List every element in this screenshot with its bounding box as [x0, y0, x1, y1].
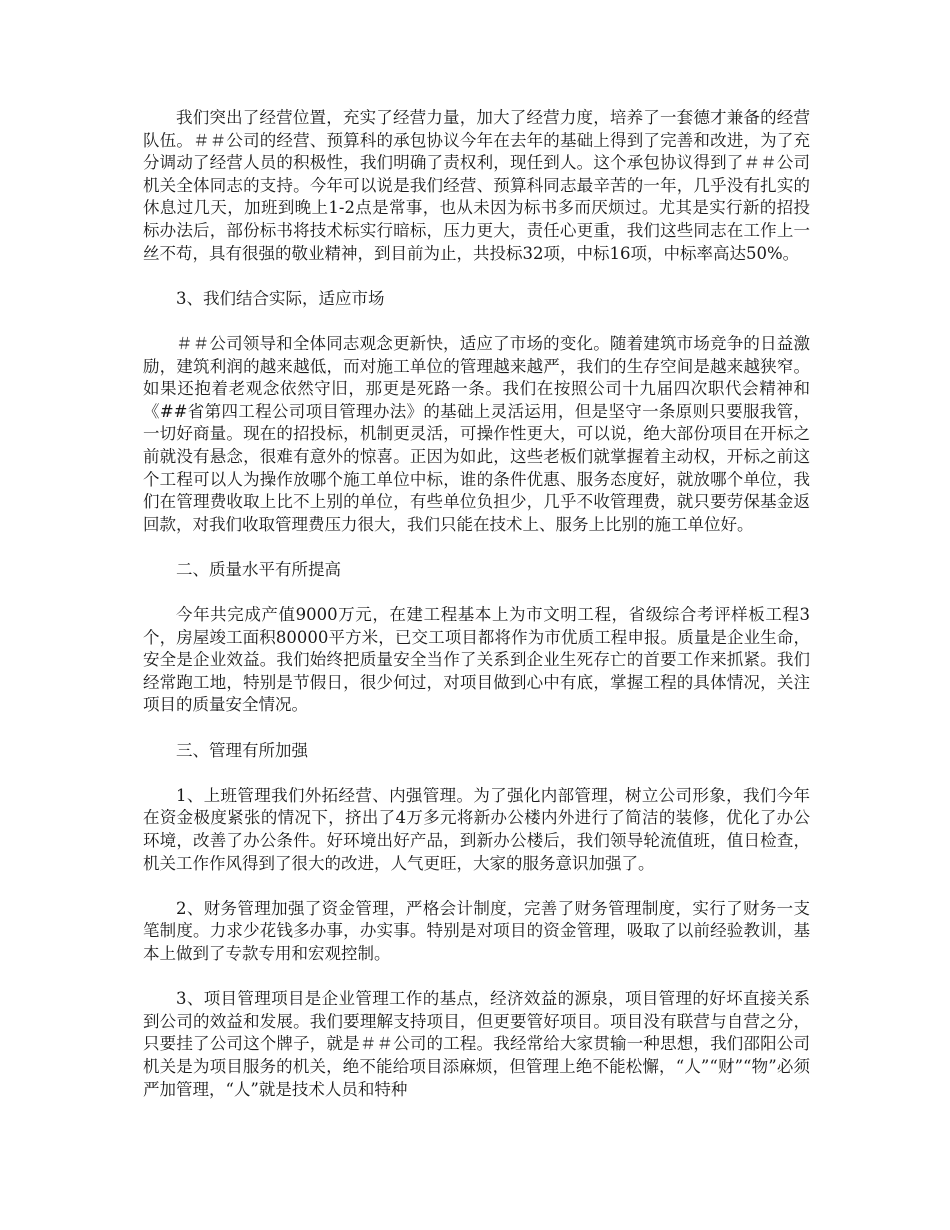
- section-heading-market: 3、我们结合实际，适应市场: [176, 288, 385, 308]
- paragraph-business-team: 我们突出了经营位置，充实了经营力量，加大了经营力度，培养了一套德才兼备的经营队伍。＃＃公司的经营、预算科的承包协议今年在去年的基础上得到了完善和改进，为了充分调动了经营人员的积极性，我们明确了责权利，现任到人。这个承包协议得到了＃＃公司机关全体同志的支持。今年可以说是我们经营、预算科同志最辛苦的一年，几乎没有扎实的休息过几天，加班到晚上1-2点是常事，也从未因为标书多而厌烦过。尤其是实行新的招投标办法后，部份标书将技术标实行暗标，压力更大，责任心更重，我们这些同志在工作上一丝不苟，具有很强的敬业精神，到目前为止，共投标32项，中标16项，中标率高达50%。: [143, 108, 810, 263]
- paragraph-finance-management: 2、财务管理加强了资金管理，严格会计制度，完善了财务管理制度，实行了财务一支笔制度。力求少花钱多办事，办实事。特别是对项目的资金管理，吸取了以前经验教训，基本上做到了专款专用和宏观控制。: [143, 898, 810, 963]
- paragraph-quality: 今年共完成产值9000万元，在建工程基本上为市文明工程，省级综合考评样板工程3个，房屋竣工面积80000平方米，已交工项目都将作为市优质工程申报。质量是企业生命，安全是企业效益。我们始终把质量安全当作了关系到企业生死存亡的首要工作来抓紧。我们经常跑工地，特别是节假日，很少何过，对项目做到心中有底，掌握工程的具体情况，关注项目的质量安全情况。: [143, 605, 810, 715]
- paragraph-office-management: 1、上班管理我们外拓经营、内强管理。为了强化内部管理，树立公司形象，我们今年在资金极度紧张的情况下，挤出了4万多元将新办公楼内外进行了简洁的装修，优化了办公环境，改善了办公条件。好环境出好产品，到新办公楼后，我们领导轮流值班，值日检查，机关工作作风得到了很大的改进，人气更旺，大家的服务意识加强了。: [143, 785, 810, 873]
- section-heading-quality: 二、质量水平有所提高: [176, 559, 341, 579]
- document-body: [143, 107, 810, 1124]
- paragraph-market-adaptation: ＃＃公司领导和全体同志观念更新快，适应了市场的变化。随着建筑市场竞争的日益激励，建筑利润的越来越低，而对施工单位的管理越来越严，我们的生存空间是越来越狭窄。如果还抱着老观念依然守旧，那更是死路一条。我们在按照公司十九届四次职代会精神和《##省第四工程公司项目管理办法》的基础上灵活运用，但是坚守一条原则只要服我管，一切好商量。现在的招投标，机制更灵活，可操作性更大，可以说，绝大部份项目在开标之前就没有悬念，很难有意外的惊喜。正因为如此，这些老板们就掌握着主动权，开标之前这个工程可以人为操作放哪个施工单位中标，谁的条件优惠、服务态度好，就放哪个单位，我们在管理费收取上比不上别的单位，有些单位负担少，几乎不收管理费，就只要劳保基金返回款，对我们收取管理费压力很大，我们只能在技术上、服务上比别的施工单位好。: [143, 333, 810, 534]
- section-heading-management: 三、管理有所加强: [176, 740, 308, 760]
- paragraph-project-management: 3、项目管理项目是企业管理工作的基点，经济效益的源泉，项目管理的好坏直接关系到公司的效益和发展。我们要理解支持项目，但更要管好项目。项目没有联营与自营之分，只要挂了公司这个牌子，就是＃＃公司的工程。我经常给大家贯输一种思想，我们邵阳公司机关是为项目服务的机关，绝不能给项目添麻烦，但管理上绝不能松懈，“人”“财”“物”必须严加管理，“人”就是技术人员和特种: [143, 989, 810, 1099]
